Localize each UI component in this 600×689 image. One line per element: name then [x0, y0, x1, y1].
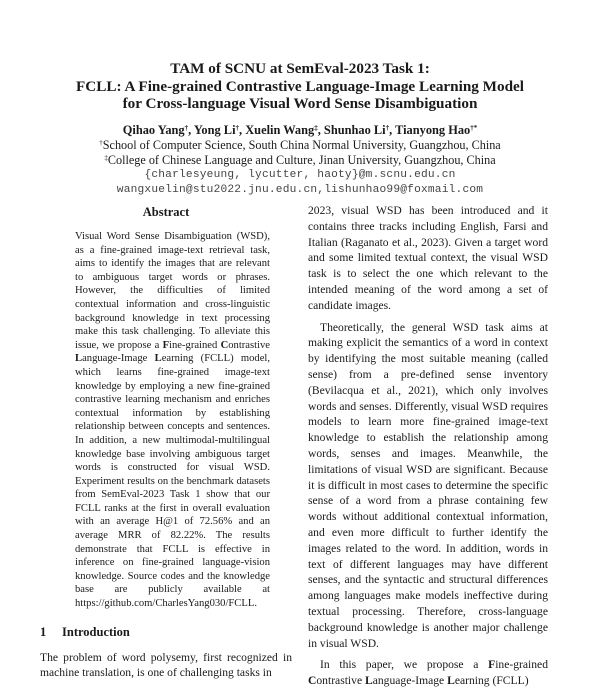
author-mark: †	[235, 123, 240, 132]
affiliation	[0, 138, 600, 153]
section-number: 1	[40, 624, 47, 639]
intro-paragraph: The problem of word polysemy, first recognized in machine translation, is one of challenging tasks in	[40, 650, 292, 680]
author-name: Qihao Yang	[122, 122, 185, 137]
title-line-3: for Cross-language Visual Word Sense Disambiguation	[122, 95, 478, 112]
title-line-2: FCLL: A Fine-grained Contrastive Language-Image Learning Model	[75, 77, 524, 95]
author-name: Xuelin Wang	[245, 122, 315, 137]
author-mark: †*	[470, 123, 478, 132]
section-title: Introduction	[62, 624, 130, 639]
author-list: Qihao Yang†, Yong Li†, Xuelin Wang‡, Shunhao Li†, Tianyong Hao†*	[122, 122, 478, 137]
affiliation-text: College of Chinese Language and Culture, Jinan University, Guangzhou, China	[107, 152, 496, 167]
email-line: {charlesyeung, lycutter, haoty}@m.scnu.edu.cn	[144, 168, 456, 181]
affiliation-mark: ‡	[104, 153, 108, 162]
author-mark: ‡	[314, 123, 318, 132]
paper-title	[0, 60, 600, 113]
affiliation-mark: †	[99, 138, 103, 147]
email-line: wangxuelin@stu2022.jnu.edu.cn,lishunhao99@foxmail.com	[116, 183, 484, 196]
paper-header	[0, 60, 600, 198]
author-name: Yong Li	[193, 122, 236, 137]
author-mark: †	[385, 123, 390, 132]
abstract-text: Visual Word Sense Disambiguation (WSD), as a fine-grained image-text retrieval task, aims to identify the images that are relevant to ambiguous target words or phrases. However, the difficulties of limited contextual information and cross-linguistic background knowledge in text processing make this task challenging. To alleviate this issue, we propose a Fine-grained Contrastive Language-Image Learning (FCLL) model, which learns fine-grained image-text knowledge by employing a new fine-grained contrastive learning mechanism and enriches contextual information by establishing relationship between concepts and sentences. In addition, a new multimodal-multilingual knowledge base involving ambiguous target words is constructed for visual WSD. Experiment results on the benchmark datasets from SemEval-2023 Task 1 show that our FCLL ranks at the first in overall evaluation with an average H@1 of 72.56% and an average MRR of 82.22%. The results demonstrate that FCLL is effective in inference on fine-grained language-vision knowledge. Source codes and the knowledge base are publicly available at https://github.com/CharlesYang030/FCLL.	[75, 231, 270, 610]
left-column	[40, 205, 292, 681]
affiliation-text: School of Computer Science, South China Normal University, Guangzhou, China	[102, 137, 501, 152]
author-name: Tianyong Hao	[395, 122, 471, 137]
section-heading-introduction	[40, 625, 292, 640]
abstract-heading: Abstract	[142, 205, 190, 219]
right-column	[308, 203, 548, 689]
author-mark: †	[184, 123, 189, 132]
intro-paragraph: Theoretically, the general WSD task aims at making explicit the semantics of a word in context by identifying the most suitable meaning (called sense) from a pre-defined sense inventory (Bevilacqua et al., 2021), which only involves words and senses. Differently, visual WSD requires models to learn more fine-grained image-text knowledge to establish the relationship among words, senses and images. Meanwhile, the limitations of visual WSD are significant. Because it is difficult in most cases to determine the specific sense of a word from a phrase containing few words without additional contextual information, and even more difficult to further identify the images related to the word. In addition, words in text of different languages may have different senses, and the syntactic and structural differences among languages make models ineffective during textual processing. Therefore, cross-language background knowledge is another major challenge in visual WSD.	[308, 320, 548, 650]
intro-paragraph: 2023, visual WSD has been introduced and it contains three tracks including English, Farsi and Italian (Raganato et al., 2023). Given a target word and some limited textual context, the visual WSD task is to select the one which relevant to the intended meaning of the word among a set of candidate images.	[308, 204, 548, 312]
affiliation	[0, 153, 600, 168]
intro-paragraph: In this paper, we propose a Fine-grained Contrastive Language-Image Learning (FCLL)	[308, 658, 548, 688]
author-name: Shunhao Li	[323, 122, 386, 137]
title-line-1: TAM of SCNU at SemEval-2023 Task 1:	[170, 60, 430, 77]
